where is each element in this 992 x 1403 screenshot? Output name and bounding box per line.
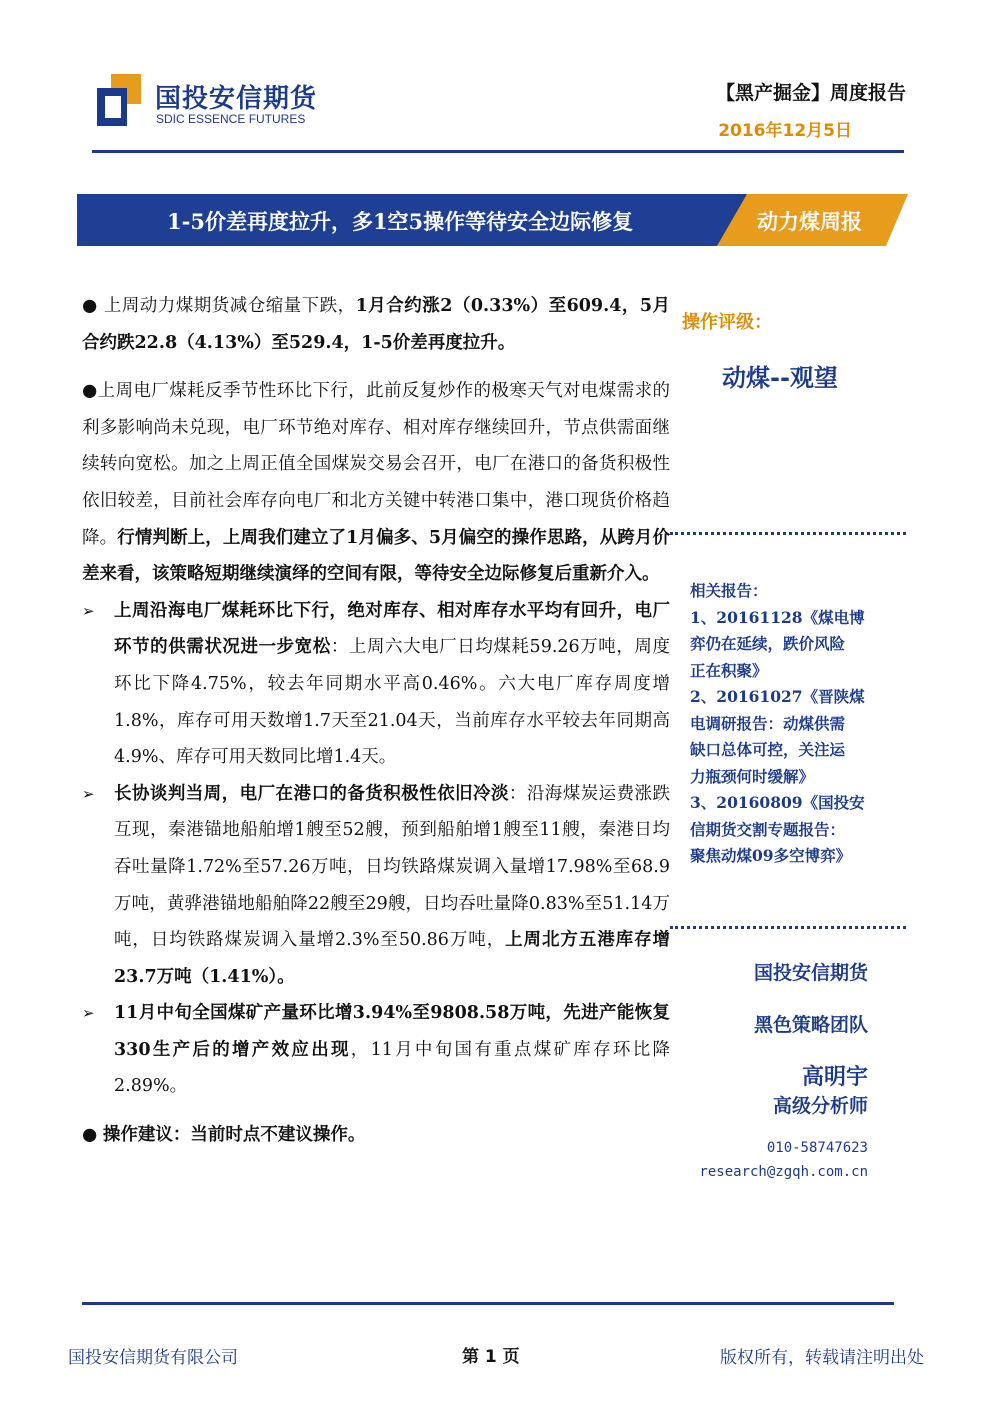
- logo-mark-icon: [97, 74, 141, 126]
- list-item: [82, 995, 670, 1105]
- title-banner: [77, 194, 908, 246]
- arrow-bullet-icon: ➢: [82, 601, 95, 620]
- report-series: 【黑产掘金】周度报告: [715, 82, 906, 104]
- list-item-text: ：上周六大电厂日均煤耗59.26万吨，周度环比下降4.75%，较去年同期水平高0.46%。六大电厂库存周度增1.8%，库存可用天数增1.7天至21.04天，当前库存水平较去年同期高4.9%、库存可用天数同比增1.4天。: [114, 637, 670, 768]
- market-text: ●上周电厂煤耗反季节性环比下行，此前反复炒作的极寒天气对电煤需求的利多影响尚未兑现，电厂环节绝对库存、相对库存继续回升，节点供需面继续转向宽松。加之上周正值全国煤炭交易会召开，电厂在港口的备货积极性依旧较差，目前社会库存向电厂和北方关键中转港口集中，港口现货价格趋降。: [82, 381, 670, 548]
- arrow-bullet-icon: ➢: [82, 784, 95, 803]
- related-report-line: 弈仍在延续，跌价风险: [690, 634, 846, 653]
- firm-name: 国投安信期货: [753, 962, 868, 984]
- dotted-divider: [670, 532, 906, 535]
- company-logo: [97, 74, 318, 130]
- summary-bold-text: 1月合约涨2（0.33%）至609.4，5月合约跌22.8（4.13%）至529.4，1-5价差再度拉升。: [82, 296, 671, 353]
- summary-text: 上周动力煤期货减仓缩量下跌，: [103, 296, 356, 316]
- related-report-line: 缺口总体可控，关注运: [690, 740, 846, 759]
- logo-name-en: SDIC ESSENCE FUTURES: [156, 112, 306, 126]
- footer-copyright: 版权所有，转载请注明出处: [720, 1348, 924, 1368]
- bullet-dot: ●: [82, 296, 98, 316]
- list-item: [82, 593, 670, 776]
- related-report-line: 1、20161128《煤电博: [690, 607, 865, 627]
- operation-advice: 操作建议：当前时点不建议操作。: [102, 1125, 366, 1146]
- dotted-divider: [670, 926, 906, 929]
- list-item: [82, 776, 670, 996]
- list-item-heading: 上周沿海电厂煤耗环比下行，绝对库存、相对库存水平均有回升，电厂环节的供需状况进一步宽松: [114, 600, 670, 658]
- market-judgement: 行情判断上，上周我们建立了1月偏多、5月偏空的操作思路，从跨月价差来看，该策略短期继续演绎的空间有限，等待安全边际修复后重新介入。: [82, 527, 671, 585]
- related-report-line: 电调研报告：动煤供需: [690, 713, 846, 733]
- header-divider: [92, 150, 904, 153]
- related-report-line: 正在积聚》: [690, 660, 768, 680]
- report-category: 动力煤周报: [757, 209, 862, 234]
- related-reports-title: 相关报告：: [690, 581, 768, 600]
- bullet-dot: ●: [82, 1125, 98, 1146]
- related-report-line: 聚焦动煤09多空博弈》: [690, 846, 852, 865]
- related-reports: [690, 578, 895, 870]
- list-item-text: ，11月中旬国有重点煤矿库存环比降2.89%。: [114, 1039, 670, 1097]
- main-content: [82, 288, 670, 1154]
- related-report-line: 2、20161027《晋陕煤: [690, 687, 865, 706]
- arrow-bullet-icon: ➢: [82, 1004, 95, 1023]
- related-report-line: 力瓶颈何时缓解》: [690, 766, 815, 786]
- rating-label: 操作评级：: [682, 312, 772, 333]
- page-number: 第 1 页: [462, 1347, 520, 1367]
- report-title: 1-5价差再度拉升，多1空5操作等待安全边际修复: [167, 209, 634, 234]
- footer-divider: [82, 1302, 894, 1305]
- advice-paragraph: [82, 1117, 670, 1154]
- footer-company: 国投安信期货有限公司: [68, 1348, 238, 1368]
- related-report-line: 3、20160809《国投安: [690, 793, 865, 812]
- contact-email[interactable]: research@zgqh.com.cn: [699, 1164, 868, 1180]
- related-report-line: 信期货交割专题报告：: [690, 819, 846, 839]
- market-paragraph: [82, 373, 670, 593]
- logo-name-cn: 国投安信期货: [155, 84, 318, 114]
- contact-phone: 010-58747623: [766, 1140, 868, 1156]
- list-item-highlight: 上周北方五港库存增23.7万吨（1.41%）。: [114, 930, 671, 987]
- analyst-title: 高级分析师: [772, 1095, 868, 1117]
- analyst-name: 高明宇: [801, 1065, 868, 1090]
- summary-paragraph: [82, 288, 670, 361]
- team-name: 黑色策略团队: [753, 1014, 868, 1036]
- list-item-heading: 长协谈判当周，电厂在港口的备货积极性依旧冷淡: [114, 783, 509, 804]
- list-item-heading: 11月中旬全国煤矿产量环比增3.94%至9808.58万吨，先进产能恢复330生产后的增产效应出现: [114, 1003, 670, 1060]
- list-item-text: ：沿海煤炭运费涨跌互现，秦港锚地船舶增1艘至52艘，预到船舶增1艘至11艘，秦港日均吞吐量降1.72%至57.26万吨，日均铁路煤炭调入量增17.98%至68.9万吨，黄骅港锚地船舶降22艘至29艘，日均吞吐量降0.83%至51.14万吨，日均铁路煤炭调入量增2.3%至50.86万吨，: [114, 783, 671, 951]
- report-date: 2016年12月5日: [718, 121, 852, 141]
- rating-value: 动煤--观望: [722, 364, 838, 392]
